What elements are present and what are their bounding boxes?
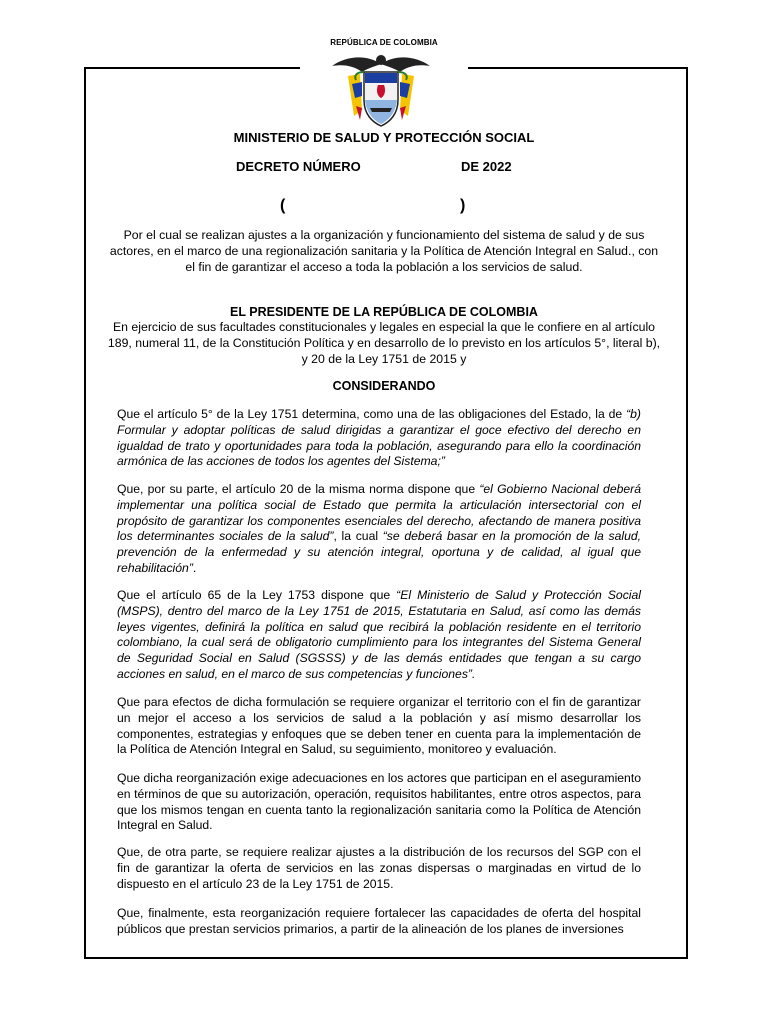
president-heading: EL PRESIDENTE DE LA REPÚBLICA DE COLOMBIA — [230, 305, 538, 319]
colombia-coat-of-arms-icon — [326, 50, 436, 130]
paragraph-text: . — [192, 560, 197, 575]
decree-year: DE 2022 — [461, 159, 512, 174]
country-caption: REPÚBLICA DE COLOMBIA — [330, 38, 438, 47]
paragraph-quote: “el Gobierno Nacional deberá implementar una política social de Estado que permita la articulación intersectorial con el propósito de garantizar los componentes esenciales del derecho, afectando de manera positiva los determinantes sociales de la salud” — [117, 482, 641, 544]
paragraph-text: Que el artículo 5° de la Ley 1751 determina, como una de las obligaciones del Estado, la de — [117, 407, 627, 421]
considerando-paragraph-1 — [117, 407, 641, 470]
considerando-paragraph-6: Que, de otra parte, se requiere realizar ajustes a la distribución de los recursos del SGP con el fin de garantizar la oferta de servicios en las zonas dispersas o marginadas en virtud de lo dispuesto en el artículo 23 de la Ley 1751 de 2015. — [117, 845, 641, 891]
decree-summary: Por el cual se realizan ajustes a la organización y funcionamiento del sistema de salud y de sus actores, en el marco de una regionalización sanitaria y la Política de Atención Integral en Salud., con el fin de garantizar el acceso a toda la población a los servicios de salud. — [109, 228, 659, 274]
considering-heading: CONSIDERANDO — [332, 379, 436, 393]
faculty-statement: En ejercicio de sus facultades constitucionales y legales en especial la que le confiere en al artículo 189, numeral 11, de la Constitución Política y en desarrollo de lo previsto en los artículos 5°, literal b), y 20 de la Ley 1751 de 2015 y — [107, 320, 661, 366]
decree-paren-open: ( — [280, 197, 286, 214]
considerando-paragraph-7: Que, finalmente, esta reorganización requiere fortalecer las capacidades de oferta del hospital públicos que prestan servicios primarios, a partir de la alineación de los planes de inversiones — [117, 906, 641, 936]
considerando-paragraph-2 — [117, 482, 641, 577]
paragraph-text: , la cual — [333, 529, 383, 544]
decree-number-label: DECRETO NÚMERO — [236, 159, 361, 174]
paragraph-quote: “se deberá basar en la promoción de la salud, prevención de la enfermedad y su atención integral, oportuna y de calidad, al igual que rehabilitación” — [117, 529, 642, 575]
decree-paren-close: ) — [460, 197, 466, 214]
paragraph-quote: “El Ministerio de Salud y Protección Social (MSPS), dentro del marco de la Ley 1751 de 2015, Estatutaria en Salud, así como las demás leyes vigentes, definirá la política en salud que recibirá la población residente en el territorio colombiano, la cual será de obligatorio cumplimiento para los integrantes del Sistema General de Seguridad Social en Salud (SGSSS) y de las demás entidades que tengan a su cargo acciones en salud, en el marco de sus competencias y funciones”. — [117, 588, 641, 681]
considerando-paragraph-3 — [117, 588, 641, 683]
ministry-title: MINISTERIO DE SALUD Y PROTECCIÓN SOCIAL — [233, 130, 535, 145]
paragraph-text: Que el artículo 65 de la Ley 1753 dispone que — [117, 588, 397, 602]
considerando-paragraph-5: Que dicha reorganización exige adecuaciones en los actores que participan en el aseguramiento en términos de que su autorización, operación, requisitos habilitantes, entre otros aspectos, para que los mismos tengan en cuenta tanto la regionalización sanitaria como la Política de Atención Integral en Salud. — [117, 771, 641, 833]
considerando-paragraph-4: Que para efectos de dicha formulación se requiere organizar el territorio con el fin de garantizar un mejor el acceso a los servicios de salud a la población y así mismo desarrollar los componentes, estrategias y enfoques que se deben tener en cuenta para la implementación de la Política de Atención Integral en Salud, su seguimiento, monitoreo y evaluación. — [117, 695, 641, 757]
paragraph-text: Que, por su parte, el artículo 20 de la misma norma dispone que — [117, 482, 480, 496]
paragraph-quote: “b) Formular y adoptar políticas de salud dirigidas a garantizar el goce efectivo del derecho en igualdad de trato y oportunidades para toda la población, asegurando para ello la coordinación armónica de las acciones de todos los agentes del Sistema;” — [117, 407, 641, 469]
